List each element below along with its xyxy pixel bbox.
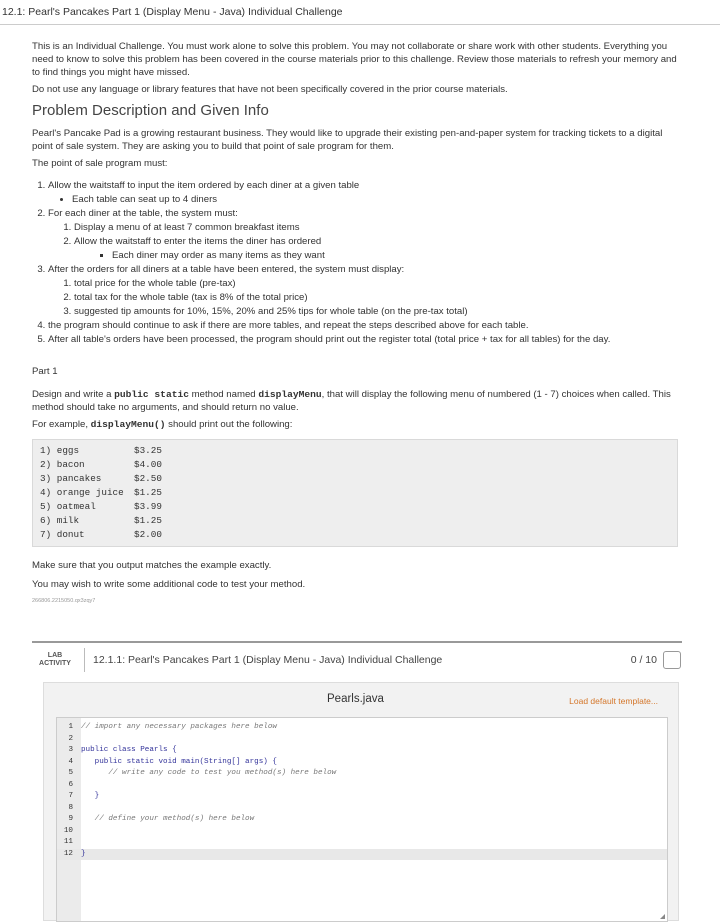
code-line-active[interactable]	[57, 849, 667, 861]
menu-output-example	[32, 439, 678, 547]
menu-row	[40, 500, 677, 514]
code-line[interactable]	[57, 757, 667, 769]
line-number: 6	[68, 780, 73, 789]
menu-price: $2.50	[134, 473, 162, 484]
intro-section	[32, 40, 682, 96]
list-item: 1. Display a menu of at least 7 common breakfast items	[74, 221, 682, 235]
menu-item: 7) donut	[40, 529, 85, 540]
code-text[interactable]	[77, 803, 81, 815]
challenge-id: 266806.2215050.qx3zqy7	[32, 598, 96, 604]
text-span: For example,	[32, 419, 91, 430]
sub-list	[48, 277, 682, 319]
menu-row	[40, 472, 677, 486]
intro-paragraph-2: Do not use any language or library features that have not been specifically covered in the prior course materials.	[32, 84, 508, 95]
list-item	[48, 179, 682, 207]
badge-line: LAB	[47, 652, 63, 659]
lab-activity-header	[32, 641, 682, 677]
divider	[84, 648, 85, 672]
line-number: 12	[63, 849, 73, 858]
part1-example-paragraph	[32, 418, 682, 431]
list-item	[48, 207, 682, 263]
sub-list	[48, 221, 682, 263]
resize-handle-icon[interactable]	[660, 914, 665, 919]
code-text[interactable]: // import any necessary packages here below	[81, 723, 277, 731]
menu-row	[40, 528, 677, 542]
code-line[interactable]	[57, 803, 667, 815]
code-line[interactable]	[57, 768, 667, 780]
page-title: 12.1: Pearl's Pancakes Part 1 (Display Menu - Java) Individual Challenge	[0, 0, 720, 25]
menu-price: $1.25	[134, 487, 162, 498]
menu-item: 4) orange juice	[40, 487, 124, 498]
list-item-text: After the orders for all diners at a table have been entered, the system must display:	[48, 264, 405, 275]
problem-paragraph-2: The point of sale program must:	[32, 158, 168, 169]
menu-item: 6) milk	[40, 515, 80, 526]
part1-heading: Part 1	[32, 366, 58, 377]
file-name: Pearls.java	[327, 693, 384, 705]
note-paragraph-2: You may wish to write some additional code to test your method.	[32, 579, 306, 590]
load-default-template-link[interactable]: Load default template...	[569, 696, 658, 706]
problem-paragraph-1: Pearl's Pancake Pad is a growing restaurant business. They would like to upgrade their existing pen-and-paper system for tracking tickets to a digital point of sale system. They are asking you to build that point of sale program for them.	[32, 128, 663, 152]
code-line[interactable]	[57, 734, 667, 746]
menu-item: 1) eggs	[40, 445, 80, 456]
code-line[interactable]	[57, 837, 667, 849]
line-number: 9	[68, 815, 73, 823]
line-number: 2	[68, 734, 73, 743]
list-item: ▪ Each diner may order as many items as they want	[112, 249, 682, 263]
menu-price: $1.25	[134, 515, 162, 526]
code-text[interactable]	[77, 734, 81, 746]
code-line[interactable]	[57, 780, 667, 792]
line-number: 7	[68, 792, 73, 800]
line-number: 10	[63, 826, 73, 835]
line-number: 8	[68, 803, 73, 812]
code-text[interactable]	[77, 837, 81, 849]
menu-item: 2) bacon	[40, 459, 85, 470]
score-text: 0 / 10	[630, 654, 657, 666]
sub-list	[74, 249, 682, 263]
code-text[interactable]: // write any code to test you method(s) here below	[81, 769, 337, 777]
code-text[interactable]: public class Pearls {	[81, 746, 177, 754]
menu-price: $2.00	[134, 529, 162, 540]
code-line[interactable]	[57, 722, 667, 734]
menu-price: $4.00	[134, 459, 162, 470]
text-span: Design and write a	[32, 389, 115, 400]
menu-row	[40, 486, 677, 500]
code-line[interactable]	[57, 791, 667, 803]
line-number: 4	[68, 757, 73, 766]
inline-code: displayMenu	[258, 389, 322, 400]
list-item-text: Allow the waitstaff to enter the items the diner has ordered	[74, 236, 322, 247]
code-text[interactable]: }	[81, 792, 100, 800]
part1-design-paragraph	[32, 388, 682, 414]
code-editor[interactable]	[56, 717, 668, 922]
line-number: 1	[68, 723, 73, 731]
score-checkbox	[663, 651, 681, 669]
main-content	[32, 40, 682, 604]
badge-line: ACTIVITY	[39, 660, 71, 667]
list-item: 2. total tax for the whole table (tax is 8% of the total price)	[74, 291, 682, 305]
inline-code: public static	[114, 389, 189, 400]
code-text[interactable]: }	[81, 849, 86, 858]
menu-row	[40, 514, 677, 528]
list-item	[74, 235, 682, 263]
line-number: 3	[68, 746, 73, 754]
menu-price: $3.25	[134, 445, 162, 456]
lab-title: 12.1.1: Pearl's Pancakes Part 1 (Display Menu - Java) Individual Challenge	[93, 654, 443, 666]
list-item: 5. After all table's orders have been processed, the program should print out the register total (total price + tax for all tables) for the day.	[48, 333, 682, 347]
code-line[interactable]	[57, 826, 667, 838]
code-line[interactable]	[57, 745, 667, 757]
list-item-text: Allow the waitstaff to input the item ordered by each diner at a given table	[48, 180, 360, 191]
problem-heading: Problem Description and Given Info	[32, 102, 269, 119]
code-text[interactable]: // define your method(s) here below	[81, 815, 255, 823]
list-item: 3. suggested tip amounts for 10%, 15%, 20% and 25% tips for whole table (on the pre-tax total)	[74, 305, 682, 319]
intro-paragraph-1: This is an Individual Challenge. You must work alone to solve this problem. You may not collaborate or share work with other students. Everything you need to know to solve this problem has been covered in the course materials prior to this challenge. Review those materials to refresh your memory and to find things you might have missed.	[32, 41, 677, 78]
code-text[interactable]	[77, 780, 81, 792]
code-text[interactable]: public static void main(String[] args) {	[81, 757, 277, 766]
inline-code: displayMenu()	[90, 419, 166, 430]
lab-editor-panel	[43, 682, 679, 921]
list-item: • Each table can seat up to 4 diners	[72, 193, 682, 207]
sub-list	[48, 193, 682, 207]
list-item-text: For each diner at the table, the system must:	[48, 208, 238, 219]
line-number: 5	[68, 769, 73, 777]
requirements-list	[32, 179, 682, 347]
code-line[interactable]	[57, 814, 667, 826]
list-item: 4. the program should continue to ask if there are more tables, and repeat the steps described above for each table.	[48, 319, 682, 333]
list-item	[48, 263, 682, 319]
menu-price: $3.99	[134, 501, 162, 512]
lab-activity-badge	[34, 652, 76, 668]
line-number: 11	[63, 838, 73, 846]
text-span: should print out the following:	[165, 419, 293, 430]
menu-item: 3) pancakes	[40, 473, 102, 484]
list-item: 1. total price for the whole table (pre-tax)	[74, 277, 682, 291]
menu-row	[40, 444, 677, 458]
text-span: , that will display the following menu of numbered (1 - 7) choices when called. This method should take no arguments, and should return no value.	[32, 389, 671, 413]
code-text[interactable]	[77, 826, 81, 838]
code-lines[interactable]	[57, 722, 667, 860]
menu-row	[40, 458, 677, 472]
menu-item: 5) oatmeal	[40, 501, 96, 512]
note-paragraph-1: Make sure that you output matches the example exactly.	[32, 560, 272, 571]
text-span: method named	[188, 389, 259, 400]
